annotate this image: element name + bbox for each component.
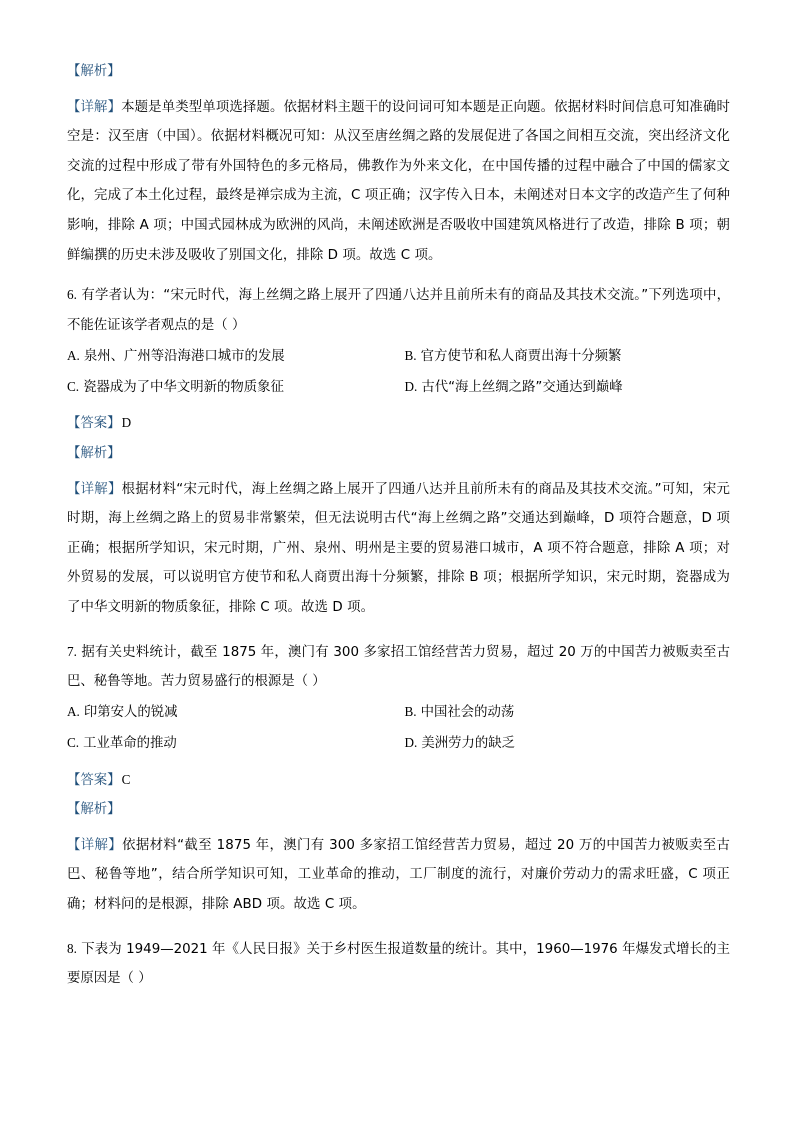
spacer — [67, 623, 730, 637]
detail-paragraph-6 — [67, 475, 730, 623]
option-row-7-ab — [67, 697, 730, 728]
option-key-d: D. — [404, 734, 418, 750]
option-6-b[interactable] — [399, 341, 737, 372]
answer-value-6: D — [121, 415, 132, 431]
option-key-a: A. — [67, 347, 80, 363]
option-row-7-cd — [67, 728, 730, 759]
question-number-7: 7. — [67, 643, 77, 659]
answer-line-6 — [67, 408, 730, 439]
answer-value-7: C — [121, 771, 131, 787]
question-stem-6 — [67, 280, 730, 341]
q5-detail-text: 本题是单类型单项选择题。依据材料主题干的设问词可知本题是正向题。依据材料时间信息可知准确时空是：汉至唐（中国）。依据材料概况可知：从汉至唐丝绸之路的发展促进了各国之间相互交流，突出经济文化交流的过程中形成了带有外国特色的多元格局，佛教作为外来文化，在中国传播的过程中融合了中国的儒家文化，完成了本土化过程，最终是禅宗成为主流，C 项正确；汉字传入日本，未阐述对日本文字的改造产生了何种影响，排除 A 项；中国式园林成为欧洲的风尚，未阐述欧洲是否吸收中国建筑风格进行了改造，排除 B 项；朝鲜编撰的历史未涉及吸收了别国文化，排除 D 项。故选 C 项。 — [67, 99, 730, 263]
option-key-b: B. — [404, 704, 417, 720]
option-key-d: D. — [404, 378, 418, 394]
option-key-c: C. — [67, 378, 80, 394]
detail-paragraph-7 — [67, 831, 730, 920]
option-7-d[interactable] — [399, 728, 737, 759]
spacer — [67, 270, 730, 280]
detail-text-6: 根据材料“宋元时代，海上丝绸之路上展开了四通八达并且前所未有的商品及其技术交流。”可知，宋元时期，海上丝绸之路上的贸易非常繁荣，但无法说明古代“海上丝绸之路”交通达到巅峰，D 项符合题意，D 项正确；根据所学知识，宋元时期，广州、泉州、明州是主要的贸易港口城市，A 项不符合题意，排除 A 项；对外贸易的发展，可以说明官方使节和私人商贾出海十分频繁，排除 B 项；根据所学知识，宋元时期，瓷器成为了中华文明新的物质象征，排除 C 项。故选 D 项。 — [67, 481, 730, 615]
answer-label-6: 【答案】 — [67, 416, 121, 432]
detail-tag: 【详解】 — [67, 99, 122, 115]
option-label-d: 古代“海上丝绸之路”交通达到巅峰 — [421, 379, 623, 395]
option-label-b: 中国社会的动荡 — [420, 705, 515, 721]
detail-text-7: 依据材料“截至 1875 年，澳门有 300 多家招工馆经营苦力贸易，超过 20 万的中国苦力被贩卖至古巴、秘鲁等地”，结合所学知识可知，工业革命的推动，工厂制度的流行，对廉价劳动力的需求旺盛，C 项正确；材料问的是根源，排除 ABD 项。故选 C 项。 — [67, 837, 730, 913]
detail-tag-6: 【详解】 — [67, 481, 122, 497]
option-label-b: 官方使节和私人商贾出海十分频繁 — [420, 348, 622, 364]
question-number-6: 6. — [67, 287, 77, 303]
question-stem-7 — [67, 637, 730, 698]
option-key-b: B. — [404, 347, 417, 363]
q5-analysis-label: 【解析】 — [67, 64, 121, 79]
option-label-a: 印第安人的锐减 — [83, 705, 178, 721]
option-7-a[interactable] — [67, 697, 399, 728]
option-7-c[interactable] — [67, 728, 399, 759]
option-label-d: 美洲劳力的缺乏 — [421, 735, 516, 751]
analysis-label-7: 【解析】 — [67, 802, 121, 818]
answer-line-7 — [67, 765, 730, 796]
question-number-8: 8. — [67, 940, 77, 956]
analysis-label-6: 【解析】 — [67, 445, 121, 461]
option-row-6-ab — [67, 341, 730, 372]
question-block-6 — [67, 280, 730, 622]
option-key-a: A. — [67, 704, 80, 720]
option-row-6-cd — [67, 372, 730, 403]
option-6-d[interactable] — [399, 372, 737, 403]
option-6-a[interactable] — [67, 341, 399, 372]
answer-label-7: 【答案】 — [67, 772, 121, 788]
question-text-6: 有学者认为：“宋元时代，海上丝绸之路上展开了四通八达并且前所未有的商品及其技术交流。”下列选项中，不能佐证该学者观点的是（ ） — [67, 288, 730, 333]
question-block-7 — [67, 637, 730, 920]
q5-detail-paragraph — [67, 93, 730, 271]
spacer — [67, 920, 730, 934]
question-stem-8 — [67, 934, 730, 995]
question-block-8 — [67, 934, 730, 995]
detail-tag-7: 【详解】 — [67, 837, 123, 853]
option-6-c[interactable] — [67, 372, 399, 403]
option-label-c: 瓷器成为了中华文明新的物质象征 — [83, 379, 284, 395]
question-text-7: 据有关史料统计，截至 1875 年，澳门有 300 多家招工馆经营苦力贸易，超过 20 万的中国苦力被贩卖至古巴、秘鲁等地。苦力贸易盛行的根源是（ ） — [67, 644, 730, 690]
option-label-a: 泉州、广州等沿海港口城市的发展 — [83, 348, 285, 364]
question-text-8: 下表为 1949—2021 年《人民日报》关于乡村医生报道数量的统计。其中，1960—1976 年爆发式增长的主要原因是（ ） — [67, 941, 730, 987]
option-key-c: C. — [67, 734, 80, 750]
option-7-b[interactable] — [399, 697, 737, 728]
option-label-c: 工业革命的推动 — [83, 735, 177, 751]
